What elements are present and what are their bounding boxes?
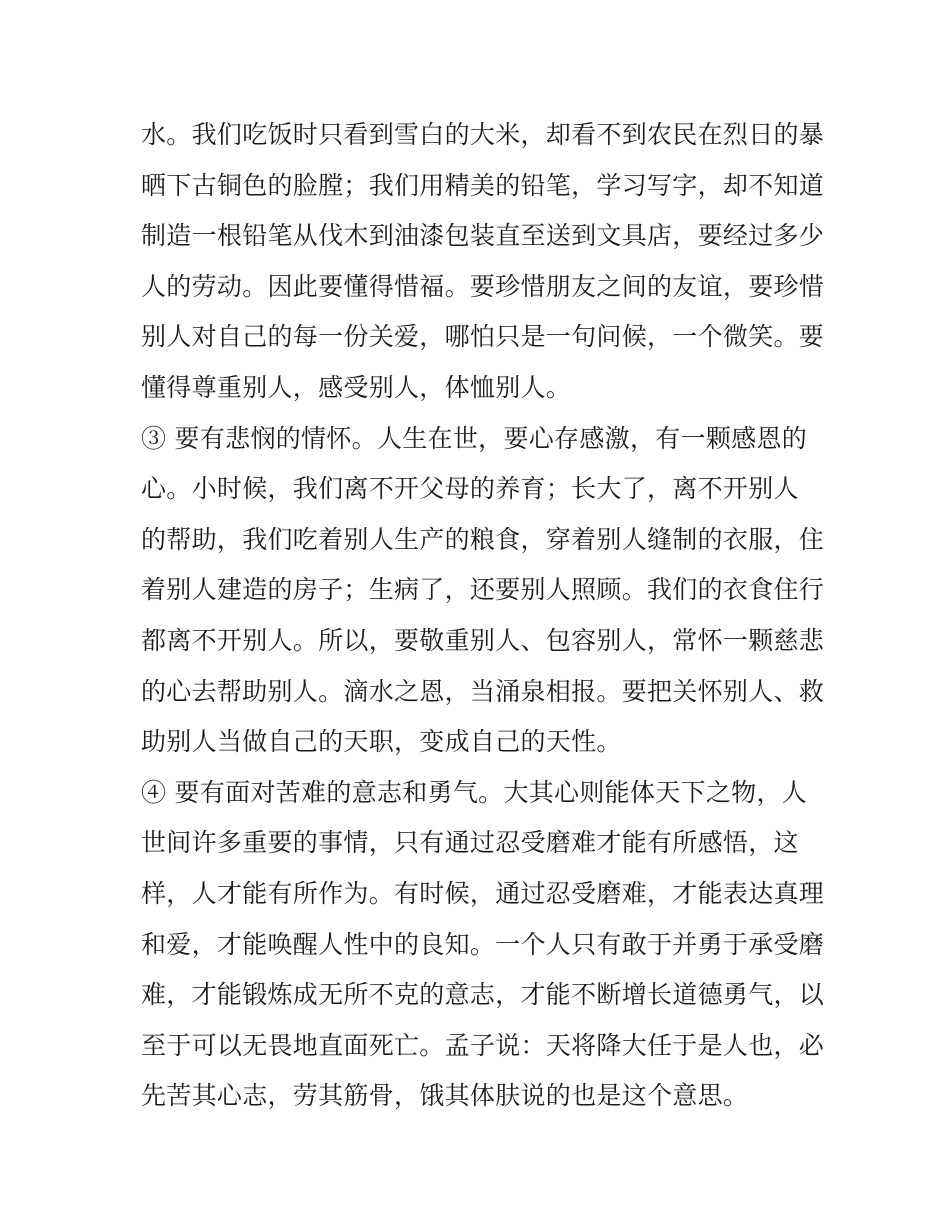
text-line: 人的劳动。因此要懂得惜福。要珍惜朋友之间的友谊，要珍惜 <box>141 271 825 301</box>
text-line: 的帮助，我们吃着别人生产的粮食，穿着别人缝制的衣服，住 <box>141 524 825 554</box>
text-line: 难，才能锻炼成无所不克的意志，才能不断增长道德勇气，以 <box>141 980 825 1010</box>
text-line: 水。我们吃饭时只看到雪白的大米，却看不到农民在烈日的暴 <box>141 120 825 149</box>
text-line: ④ 要有面对苦难的意志和勇气。大其心则能体天下之物，人 <box>141 777 808 807</box>
text-line: 样，人才能有所作为。有时候，通过忍受磨难，才能表达真理 <box>141 878 825 908</box>
text-line: 世间许多重要的事情，只有通过忍受磨难才能有所感悟，这 <box>141 828 799 858</box>
text-line: 制造一根铅笔从伐木到油漆包装直至送到文具店，要经过多少 <box>141 221 825 251</box>
text-line: ③ 要有悲悯的情怀。人生在世，要心存感激，有一颗感恩的 <box>141 423 808 453</box>
text-line: 的心去帮助别人。滴水之恩，当涌泉相报。要把关怀别人、救 <box>141 676 825 706</box>
text-line: 和爱，才能唤醒人性中的良知。一个人只有敢于并勇于承受磨 <box>141 929 825 959</box>
text-line: 心。小时候，我们离不开父母的养育；长大了，离不开别人 <box>141 474 799 504</box>
text-line: 别人对自己的每一份关爱，哪怕只是一句问候，一个微笑。要 <box>141 322 825 352</box>
text-line: 先苦其心志，劳其筋骨，饿其体肤说的也是这个意思。 <box>141 1081 749 1111</box>
text-line: 着别人建造的房子；生病了，还要别人照顾。我们的衣食住行 <box>141 575 825 605</box>
text-line: 助别人当做自己的天职，变成自己的天性。 <box>141 727 622 757</box>
document-body <box>141 110 825 1122</box>
text-line: 都离不开别人。所以，要敬重别人、包容别人，常怀一颗慈悲 <box>141 625 825 655</box>
text-line: 晒下古铜色的脸膛；我们用精美的铅笔，学习写字，却不知道 <box>141 170 825 200</box>
text-line: 懂得尊重别人，感受别人，体恤别人。 <box>141 372 572 402</box>
text-line: 至于可以无畏地直面死亡。孟子说：天将降大任于是人也，必 <box>141 1030 825 1060</box>
